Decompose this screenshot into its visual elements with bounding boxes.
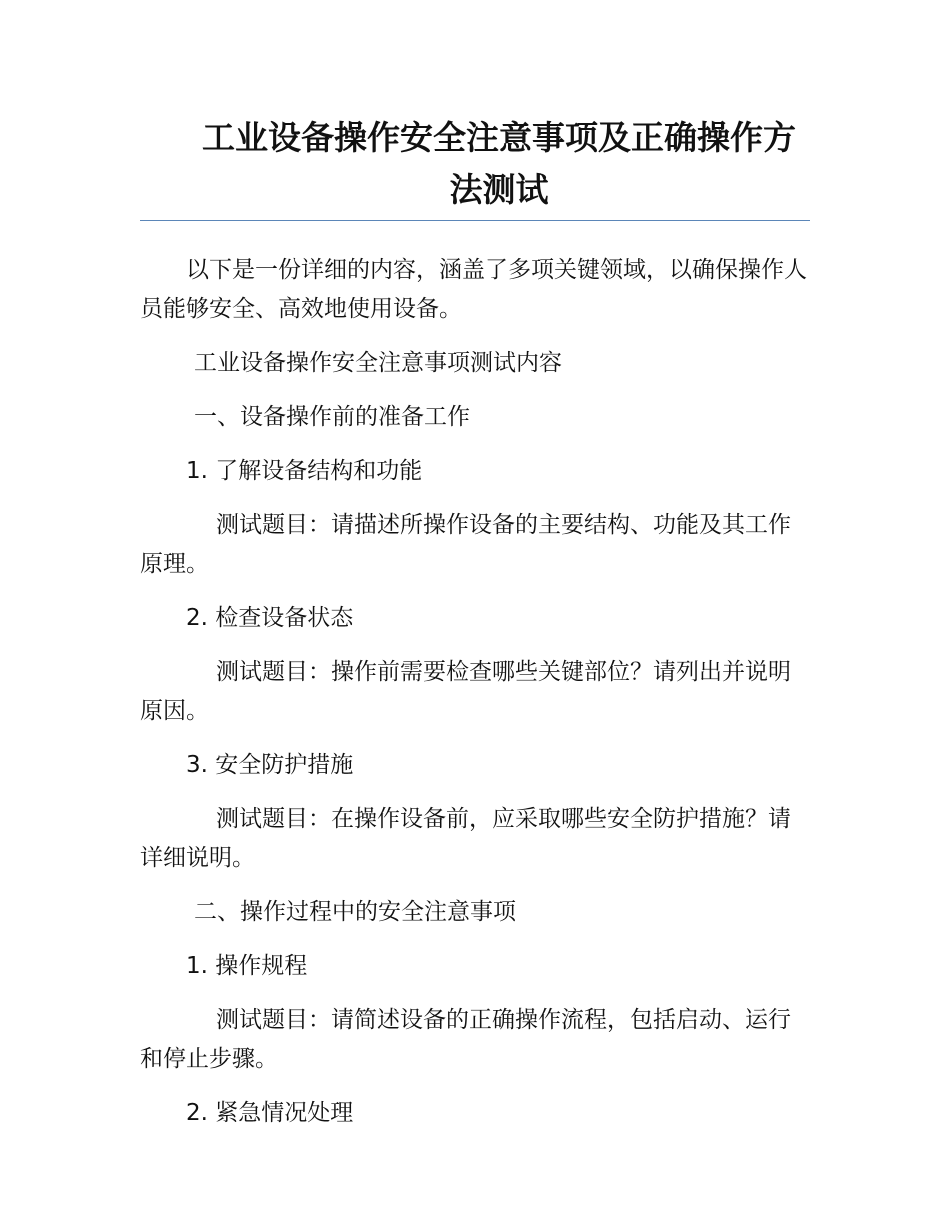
section1-heading: 一、设备操作前的准备工作 — [194, 404, 470, 430]
section1-question2: 测试题目：操作前需要检查哪些关键部位？请列出并说明原因。 — [140, 659, 791, 724]
section2-heading: 二、操作过程中的安全注意事项 — [194, 899, 516, 925]
section2-question1: 测试题目：请简述设备的正确操作流程，包括启动、运行和停止步骤。 — [140, 1007, 791, 1072]
document-title: 工业设备操作安全注意事项及正确操作方法测试 — [202, 118, 796, 209]
title-underline — [140, 220, 810, 221]
section1-item3: 3. 安全防护措施 — [186, 752, 354, 778]
intro-paragraph: 以下是一份详细的内容，涵盖了多项关键领域，以确保操作人员能够安全、高效地使用设备。 — [140, 257, 807, 322]
section2-item2: 2. 紧急情况处理 — [186, 1100, 354, 1126]
section1-item2: 2. 检查设备状态 — [186, 605, 354, 631]
section1-question3: 测试题目：在操作设备前，应采取哪些安全防护措施？请详细说明。 — [140, 806, 791, 871]
section1-item1: 1. 了解设备结构和功能 — [186, 458, 423, 484]
section1-question1: 测试题目：请描述所操作设备的主要结构、功能及其工作原理。 — [140, 512, 791, 577]
section2-item1: 1. 操作规程 — [186, 953, 308, 979]
test-heading: 工业设备操作安全注意事项测试内容 — [194, 350, 562, 376]
document-page — [140, 112, 810, 1148]
